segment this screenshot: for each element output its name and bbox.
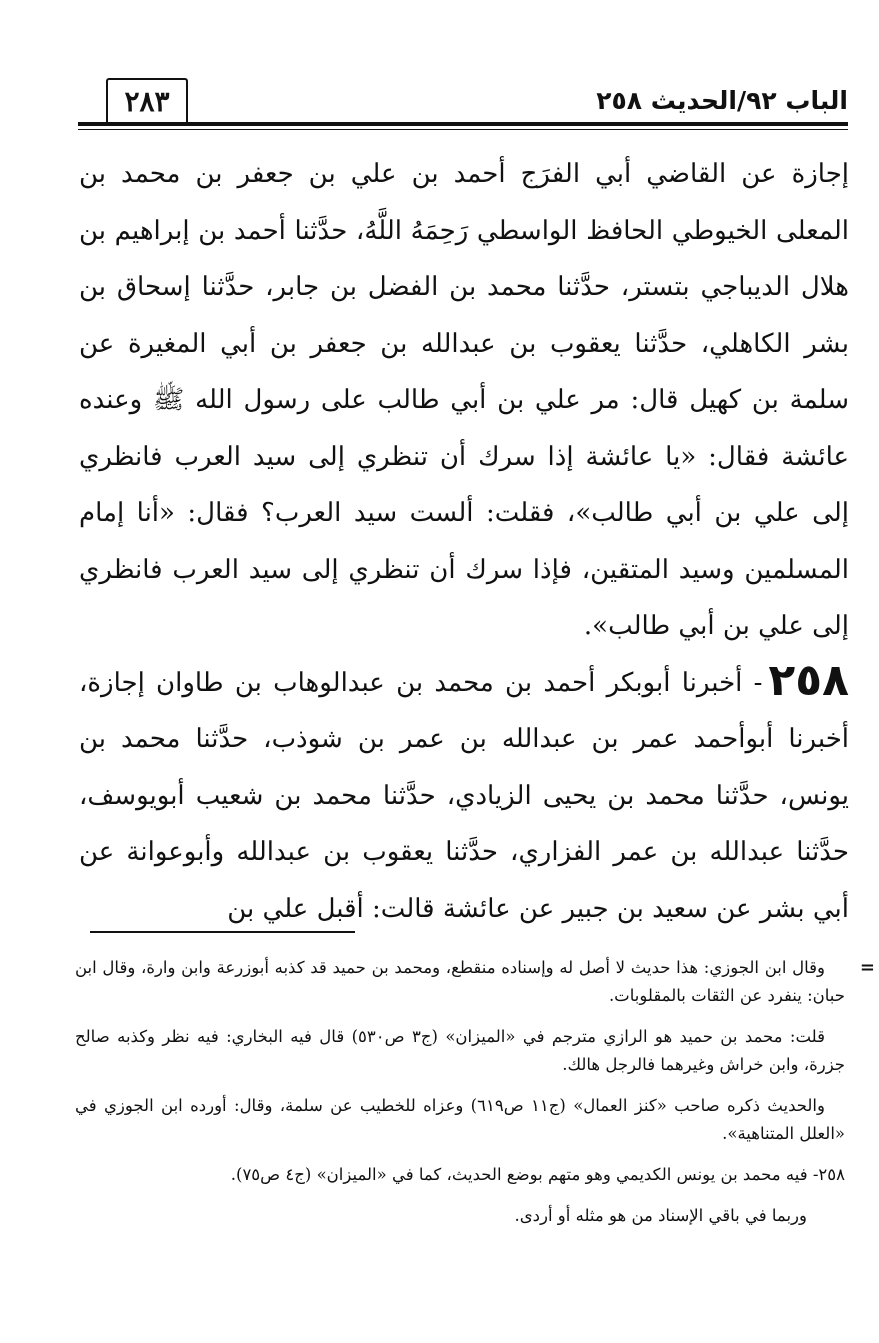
page-number: ٢٨٣ <box>106 78 188 122</box>
header-rule-thin <box>78 129 848 130</box>
footnote-text: وقال ابن الجوزي: هذا حديث لا أصل له وإسناده منقطع، ومحمد بن حميد قد كذبه أبوزرعة وابن وارة، وقال ابن حبان: ينفرد عن الثقات بالمقلوبات. <box>75 958 845 1005</box>
page-header <box>78 78 848 126</box>
continuation-marker: = <box>859 957 875 978</box>
hadith-number: ٢٥٨ <box>768 654 849 706</box>
footnote-text: والحديث ذكره صاحب «كنز العمال» (ج١١ ص٦١٩) وعزاه للخطيب عن سلمة، وقال: أورده ابن الجوزي في «العلل المتناهية». <box>75 1096 845 1143</box>
footnote-258: ٢٥٨- فيه محمد بن يونس الكديمي وهو متهم بوضع الحديث، كما في «الميزان» (ج٤ ص٧٥). <box>230 1165 845 1184</box>
main-text <box>79 146 849 937</box>
hadith-258-text: - أخبرنا أبوبكر أحمد بن محمد بن عبدالوهاب بن طاوان إجازة، أخبرنا أبوأحمد عمر بن عبدالله بن عمر بن شوذب، حدَّثنا محمد بن يونس، حدَّثنا محمد بن يحيى الزيادي، حدَّثنا محمد بن شعيب أبويوسف، حدَّثنا عبدالله بن عمر الفزاري، حدَّثنا يعقوب بن عبدالله وأبوعوانة عن أبي بشر عن سعيد بن جبير عن عائشة قالت: أقبل علي بن <box>79 667 849 924</box>
hadith-257-text: إجازة عن القاضي أبي الفرَج أحمد بن علي بن جعفر بن محمد بن المعلى الخيوطي الحافظ الواسطي رَحِمَهُ اللَّهُ، حدَّثنا أحمد بن إبراهيم بن هلال الديباجي بتستر، حدَّثنا محمد بن الفضل بن جابر، حدَّثنا إسحاق بن بشر الكاهلي، حدَّثنا يعقوب بن عبدالله بن جعفر بن أبي المغيرة عن سلمة بن كهيل قال: مر علي بن أبي طالب على رسول الله ﷺ وعنده عائشة فقال: «يا عائشة إذا سرك أن تنظري إلى سيد العرب فانظري إلى علي بن أبي طالب»، فقلت: ألست سيد العرب؟ فقال: «أنا إمام المسلمين وسيد المتقين، فإذا سرك أن تنظري إلى سيد العرب فانظري إلى علي بن أبي طالب». <box>79 159 849 641</box>
hadith-258-paragraph <box>79 655 849 938</box>
footnotes <box>75 954 875 1243</box>
header-rule <box>78 122 848 126</box>
footnote-text: وربما في باقي الإسناد من هو مثله أو أردى. <box>514 1206 807 1225</box>
running-title: الباب ٩٢/الحديث ٢٥٨ <box>596 86 848 115</box>
footnote-separator <box>90 931 355 933</box>
footnote-text: قلت: محمد بن حميد هو الرازي مترجم في «الميزان» (ج٣ ص٥٣٠) قال فيه البخاري: فيه نظر وكذبه صالح جزرة، وابن خراش وغيرهما فالرجل هالك. <box>75 1027 845 1074</box>
footnote-continuation <box>75 954 875 1010</box>
